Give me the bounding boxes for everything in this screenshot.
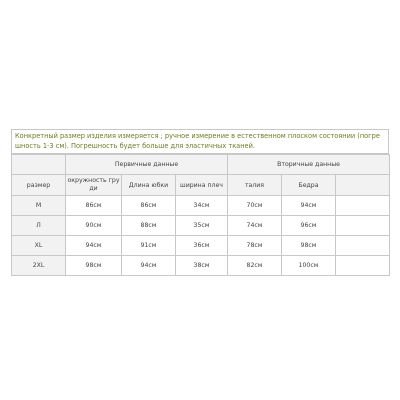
empty-cell [336,216,390,236]
size-cell: 2XL [12,256,66,276]
measurement-note: Конкретный размер изделия измеряется ; ручное измерение в естественном плоском состоянии (погрешность 1-3 см). Погрешность будет больше для эластичных тканей. [11,129,389,154]
column-header-empty [336,175,390,196]
column-header-hips: Бедра [282,175,336,196]
size-cell: M [12,196,66,216]
hips-cell: 98см [282,236,336,256]
column-header-waist: талия [228,175,282,196]
column-header-skirt-length: Длина юбки [122,175,176,196]
column-header-shoulder-width: ширина плеч [176,175,228,196]
table-row [12,196,390,216]
column-header-chest: окружность груди [66,175,122,196]
shoulder-width-cell: 36см [176,236,228,256]
waist-cell: 70см [228,196,282,216]
empty-cell [336,196,390,216]
shoulder-width-cell: 38см [176,256,228,276]
table-corner-cell [12,155,66,175]
empty-cell [336,236,390,256]
group-header-primary: Первичные данные [66,155,228,175]
skirt-length-cell: 86см [122,196,176,216]
chest-cell: 94см [66,236,122,256]
column-header-size: размер [12,175,66,196]
skirt-length-cell: 94см [122,256,176,276]
skirt-length-cell: 88см [122,216,176,236]
table-group-header-row [12,155,390,175]
chest-cell: 90см [66,216,122,236]
shoulder-width-cell: 35см [176,216,228,236]
table-row [12,256,390,276]
waist-cell: 74см [228,216,282,236]
waist-cell: 82см [228,256,282,276]
group-header-secondary: Вторичные данные [228,155,390,175]
table-row [12,216,390,236]
table-row [12,236,390,256]
hips-cell: 94см [282,196,336,216]
chest-cell: 86см [66,196,122,216]
hips-cell: 96см [282,216,336,236]
table-column-header-row [12,175,390,196]
chest-cell: 98см [66,256,122,276]
skirt-length-cell: 91см [122,236,176,256]
empty-cell [336,256,390,276]
waist-cell: 78см [228,236,282,256]
hips-cell: 100см [282,256,336,276]
size-cell: XL [12,236,66,256]
size-table [11,154,390,276]
shoulder-width-cell: 34см [176,196,228,216]
size-cell: Л [12,216,66,236]
